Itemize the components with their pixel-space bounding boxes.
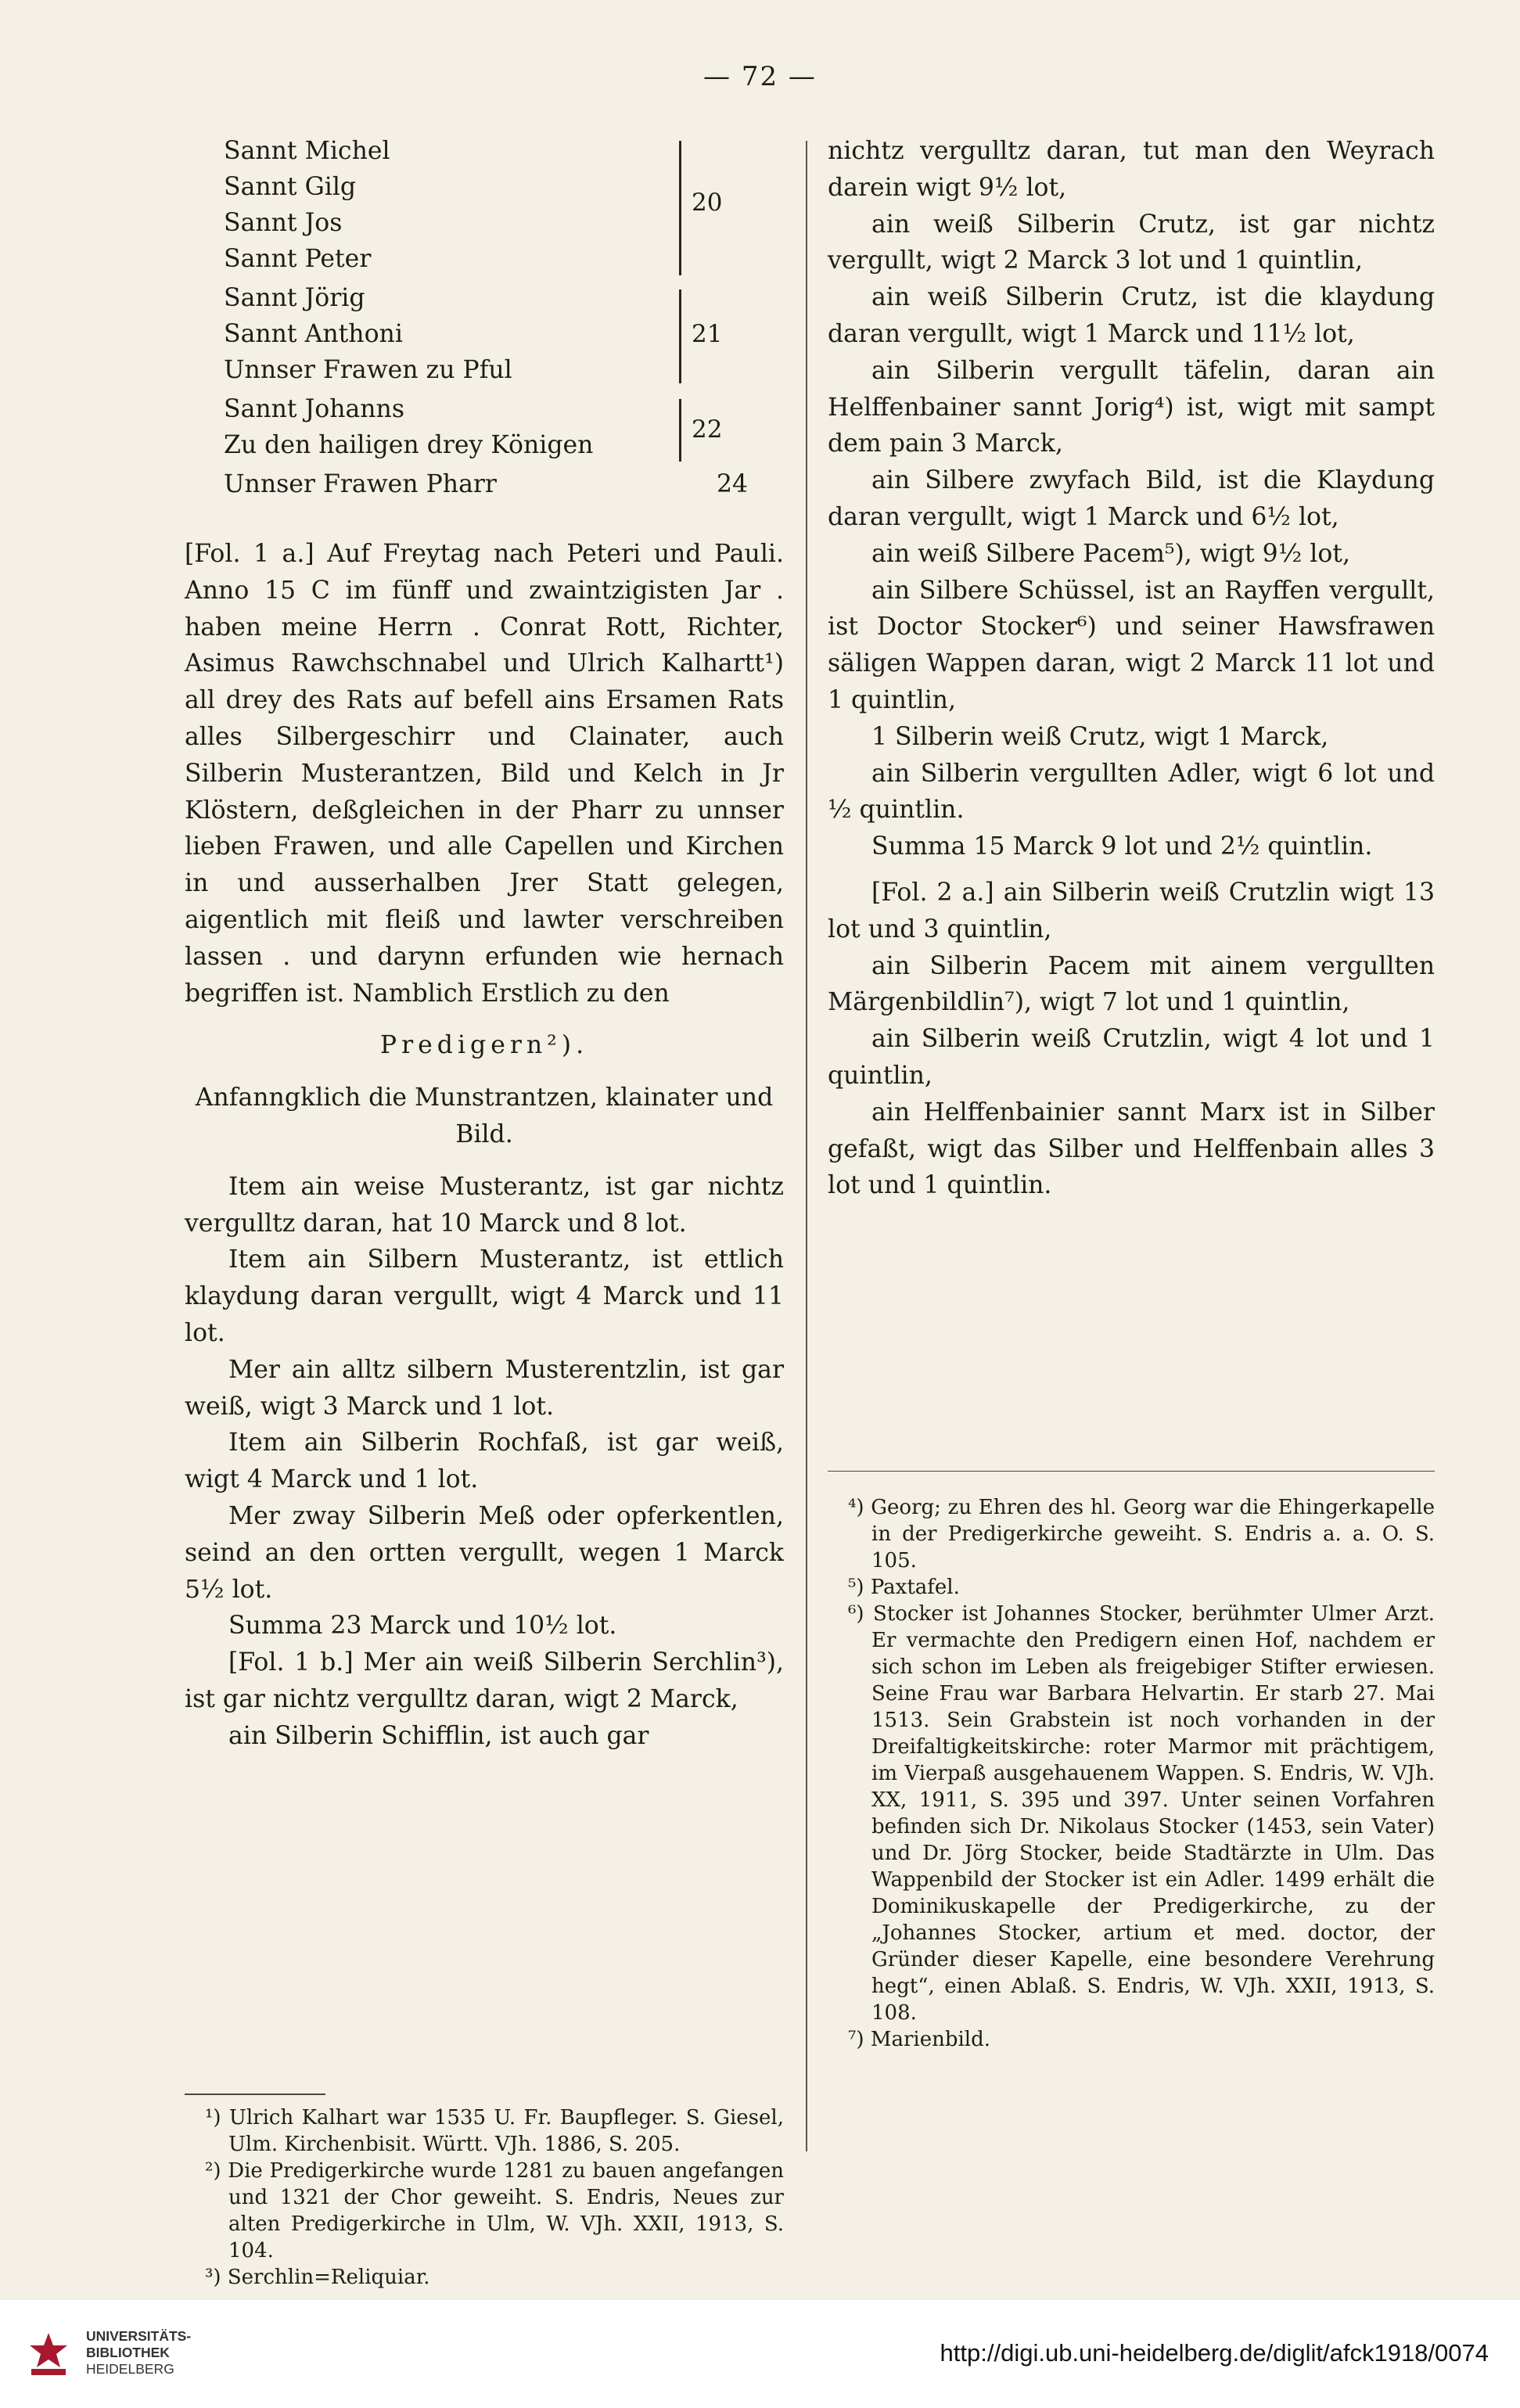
saint-entry: Sannt Jos <box>224 209 343 237</box>
footnote: ⁵) Paxtafel. <box>848 1576 960 1599</box>
footnotes <box>828 1494 1435 2053</box>
footnote: ²) Die Predigerkirche wurde 1281 zu bauen angefangen und 1321 der Chor geweiht. S. Endris, Neues zur alten Predigerkirche in Ulm, W. VJh. XXII, 1913, S. 104. <box>205 2159 784 2262</box>
paragraph: ain weiß Silberin Crutz, ist die klaydung daran vergullt, wigt 1 Marck und 11½ lot, <box>828 283 1435 348</box>
paragraph: [Fol. 1 a.] Auf Freytag nach Peteri und Pauli. Anno 15 C im fünff und zwaintzigisten Jar . haben meine Herrn . Conrat Rott, Richter, Asimus Rawchschnabel und Ulrich Kalhartt¹) all drey des Rats auf befell ains Ersamen Rats alles Silbergeschirr und Clainater, auch Silberin Musterantzen, Bild und Kelch in Jr Klöstern, deßgleichen in der Pharr zu unnser lieben Frawen, und alle Capellen und Kirchen in und ausserhalben Jrer Statt gelegen, aigentlich mit fleiß und lawter verschreiben lassen . und darynn erfunden wie hernach begriffen ist. Namblich Erstlich zu den <box>185 540 784 1008</box>
section-heading: Predigern²). <box>379 1031 589 1060</box>
paragraph: ain Silberin vergullten Adler, wigt 6 lot und ½ quintlin. <box>828 759 1435 825</box>
paragraph: ain Silberin weiß Crutzlin, wigt 4 lot und 1 quintlin, <box>828 1025 1435 1090</box>
paragraph: Mer ain alltz silbern Musterentzlin, ist gar weiß, wigt 3 Marck und 1 lot. <box>185 1355 784 1421</box>
library-name-line: UNIVERSITÄTS- <box>86 2328 192 2344</box>
paragraph: ain Silberin vergullt täfelin, daran ain Helffenbainer sannt Jorig⁴) ist, wigt mit sampt dem pain 3 Marck, <box>828 356 1435 458</box>
brace-number: 22 <box>692 415 723 444</box>
brace <box>671 399 681 462</box>
paragraph: Anfanngklich die Munstrantzen, klainater und Bild. <box>195 1084 774 1148</box>
paragraph: ain Helffenbainier sannt Marx ist in Silber gefaßt, wigt das Silber und Helffenbain alles 3 lot und 1 quintlin. <box>828 1098 1435 1200</box>
paragraph: Summa 23 Marck und 10½ lot. <box>228 1612 617 1641</box>
paragraph: Mer zway Silberin Meß oder opferkentlen, seind an den ortten vergullt, wegen 1 Marck 5½ lot. <box>185 1501 784 1604</box>
paragraph: Summa 15 Marck 9 lot und 2½ quintlin. <box>871 832 1373 861</box>
footnote: ³) Serchlin=Reliquiar. <box>205 2266 430 2289</box>
saints-list <box>185 133 784 536</box>
paragraph: 1 Silberin weiß Crutz, wigt 1 Marck, <box>871 722 1329 751</box>
paragraph: nichtz vergulltz daran, tut man den Weyrach darein wigt 9½ lot, <box>828 137 1435 202</box>
library-name <box>86 2328 191 2377</box>
footnote: ¹) Ulrich Kalhart war 1535 U. Fr. Baupfleger. S. Giesel, Ulm. Kirchenbisit. Württ. VJh. 1886, S. 205. <box>205 2106 784 2156</box>
saint-entry: Sannt Johanns <box>224 395 405 423</box>
paragraph: ain weiß Silbere Pacem⁵), wigt 9½ lot, <box>871 539 1350 568</box>
library-name-line: HEIDELBERG <box>86 2361 174 2377</box>
footnotes <box>185 2104 784 2291</box>
university-library-logo-icon <box>25 2331 72 2378</box>
footnote: ⁴) Georg; zu Ehren des hl. Georg war die Ehingerkapelle in der Predigerkirche geweiht. S. Endris a. a. O. S. 105. <box>848 1496 1435 1572</box>
paragraph: Item ain Silbern Musterantz, ist ettlich klaydung daran vergullt, wigt 4 Marck und 11 lot. <box>185 1245 784 1347</box>
paragraph: [Fol. 2 a.] ain Silberin weiß Crutzlin wigt 13 lot und 3 quintlin, <box>828 878 1435 943</box>
paragraph: Item ain weise Musterantz, ist gar nichtz vergulltz daran, hat 10 Marck und 8 lot. <box>185 1172 784 1238</box>
paragraph: [Fol. 1 b.] Mer ain weiß Silberin Serchlin³), ist gar nichtz vergulltz daran, wigt 2 Marck, <box>185 1648 784 1713</box>
library-name-line: BIBLIOTHEK <box>86 2345 170 2360</box>
paragraph: ain Silberin Schifflin, ist auch gar <box>228 1721 649 1750</box>
footnote-rule <box>828 1471 1435 1472</box>
footnote: ⁷) Marienbild. <box>848 2028 991 2051</box>
paragraph: ain Silberin Pacem mit ainem vergullten Märgenbildlin⁷), wigt 7 lot und 1 quintlin, <box>828 951 1435 1017</box>
left-column <box>185 133 784 2289</box>
paragraph: ain weiß Silberin Crutz, ist gar nichtz vergullt, wigt 2 Marck 3 lot und 1 quintlin, <box>828 210 1435 275</box>
footnote-rule <box>185 2094 325 2095</box>
saint-entry: Sannt Gilg <box>224 173 357 201</box>
brace-number: 24 <box>717 470 749 498</box>
saint-entry: Sannt Anthoni <box>224 320 403 348</box>
brace <box>671 141 681 275</box>
saint-entry: Sannt Jörig <box>224 284 365 312</box>
viewer-footer <box>0 2300 1520 2408</box>
saint-entry: Unnser Frawen zu Pful <box>224 356 512 384</box>
saint-entry: Zu den hailigen drey Königen <box>224 431 594 459</box>
brace-number: 21 <box>692 320 723 348</box>
brace <box>671 289 681 383</box>
page-number: — 72 — <box>703 61 817 92</box>
paragraph: ain Silbere Schüssel, ist an Rayffen vergullt, ist Doctor Stocker⁶) und seiner Hawsfrawen säligen Wappen daran, wigt 2 Marck 11 lot und 1 quintlin, <box>828 576 1435 714</box>
column-divider <box>806 141 807 2151</box>
paragraph: ain Silbere zwyfach Bild, ist die Klaydung daran vergullt, wigt 1 Marck und 6½ lot, <box>828 466 1435 531</box>
saint-entry: Sannt Peter <box>224 245 372 273</box>
paragraph: Item ain Silberin Rochfaß, ist gar weiß, wigt 4 Marck und 1 lot. <box>185 1429 784 1494</box>
permalink-url[interactable]: http://digi.ub.uni-heidelberg.de/diglit/afck1918/0074 <box>940 2339 1489 2367</box>
footnote: ⁶) Stocker ist Johannes Stocker, berühmter Ulmer Arzt. Er vermachte den Predigern einen Hof, nachdem er sich schon im Leben als freigebiger Stifter erwiesen. Seine Frau war Barbara Helvartin. Er starb 27. Mai 1513. Sein Grabstein ist noch vorhanden in der Dreifaltigkeitskirche: roter Marmor mit prächtigem, im Vierpaß ausgehauenem Wappen. S. Endris, W. VJh. XX, 1911, S. 395 und 397. Unter seinen Vorfahren befinden sich Dr. Nikolaus Stocker (1453, sein Vater) und Dr. Jörg Stocker, beide Stadtärzte in Ulm. Das Wappenbild der Stocker ist ein Adler. 1499 erhält die Dominikuskapelle der Predigerkirche, zu der „Johannes Stocker, artium et med. doctor, der Gründer dieser Kapelle, eine besondere Verehrung hegt“, einen Ablaß. S. Endris, W. VJh. XXII, 1913, S. 108. <box>848 1602 1435 2025</box>
saint-entry: Unnser Frawen Pharr <box>224 470 497 498</box>
saint-entry: Sannt Michel <box>224 137 390 165</box>
right-column <box>828 133 1435 2051</box>
brace-number: 20 <box>692 189 723 217</box>
